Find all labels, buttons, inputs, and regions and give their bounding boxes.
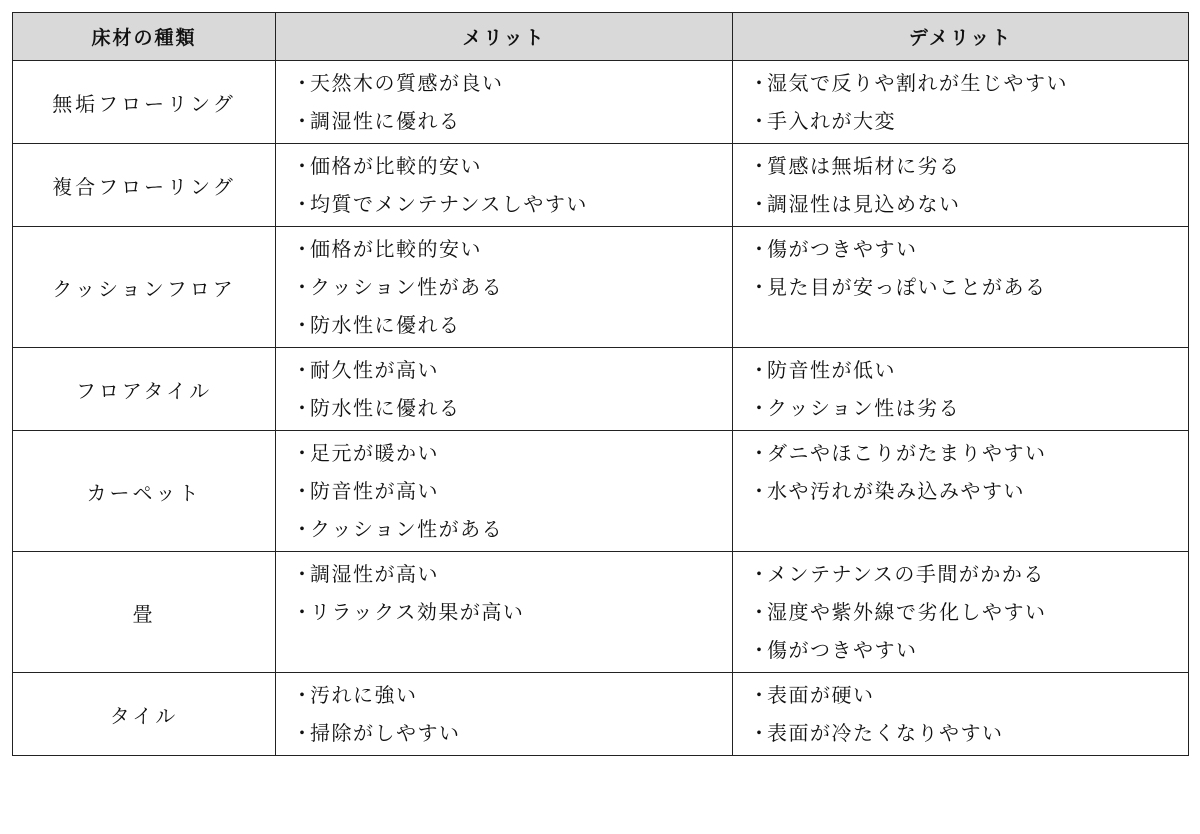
bullet-mark: ・ (749, 721, 771, 745)
flooring-comparison-table-wrapper (12, 12, 1188, 756)
merit-text: 掃除がしやすい (310, 721, 461, 745)
merit-cell (276, 144, 733, 227)
table-row (13, 431, 1189, 552)
header-demerit: デメリット (733, 13, 1189, 61)
floor-type-cell: カーペット (13, 431, 276, 552)
bullet-mark: ・ (749, 600, 771, 624)
merit-text: 均質でメンテナンスしやすい (310, 192, 588, 216)
merit-text: 天然木の質感が良い (310, 71, 504, 95)
merit-text: 価格が比較的安い (310, 154, 482, 178)
merit-text: 耐久性が高い (310, 358, 439, 382)
demerit-text: クッション性は劣る (767, 396, 961, 420)
merit-cell (276, 61, 733, 144)
merit-text: 防水性に優れる (310, 313, 461, 337)
merit-text: 防音性が高い (310, 479, 439, 503)
bullet-mark: ・ (292, 192, 314, 216)
demerit-list-item (749, 390, 1188, 428)
demerit-text: 傷がつきやすい (767, 237, 918, 261)
demerit-list-item (749, 594, 1188, 632)
bullet-mark: ・ (292, 396, 314, 420)
merit-list-item (292, 186, 732, 224)
merit-text: 汚れに強い (310, 683, 418, 707)
demerit-text: ダニやほこりがたまりやすい (767, 441, 1047, 465)
demerit-text: 手入れが大変 (767, 109, 896, 133)
bullet-mark: ・ (292, 721, 314, 745)
bullet-mark: ・ (292, 441, 314, 465)
table-row (13, 227, 1189, 348)
floor-type-cell: 無垢フローリング (13, 61, 276, 144)
demerit-text: 表面が硬い (767, 683, 875, 707)
merit-list-item (292, 352, 732, 390)
bullet-mark: ・ (292, 358, 314, 382)
demerit-cell (733, 552, 1189, 673)
bullet-mark: ・ (749, 71, 771, 95)
merit-text: 調湿性が高い (310, 562, 439, 586)
merit-list-item (292, 473, 732, 511)
demerit-text: 調湿性は見込めない (767, 192, 961, 216)
floor-type-cell: 畳 (13, 552, 276, 673)
table-row (13, 552, 1189, 673)
table-row (13, 61, 1189, 144)
demerit-text: 質感は無垢材に劣る (767, 154, 961, 178)
header-row (13, 13, 1189, 61)
merit-list-item (292, 390, 732, 428)
demerit-list-item (749, 186, 1188, 224)
demerit-list-item (749, 352, 1188, 390)
merit-text: 防水性に優れる (310, 396, 461, 420)
merit-list-item (292, 511, 732, 549)
header-floor-type: 床材の種類 (13, 13, 276, 61)
floor-type-cell: クッションフロア (13, 227, 276, 348)
bullet-mark: ・ (292, 313, 314, 337)
bullet-mark: ・ (749, 109, 771, 133)
bullet-mark: ・ (292, 109, 314, 133)
merit-cell (276, 552, 733, 673)
table-body (13, 61, 1189, 756)
bullet-mark: ・ (749, 237, 771, 261)
bullet-mark: ・ (292, 154, 314, 178)
demerit-cell (733, 61, 1189, 144)
demerit-list-item (749, 677, 1188, 715)
bullet-mark: ・ (749, 683, 771, 707)
bullet-mark: ・ (749, 154, 771, 178)
bullet-mark: ・ (292, 562, 314, 586)
demerit-list-item (749, 65, 1188, 103)
merit-text: クッション性がある (310, 517, 504, 541)
bullet-mark: ・ (292, 479, 314, 503)
flooring-comparison-table (12, 12, 1189, 756)
merit-cell (276, 348, 733, 431)
merit-list-item (292, 65, 732, 103)
merit-list-item (292, 715, 732, 753)
bullet-mark: ・ (749, 638, 771, 662)
bullet-mark: ・ (749, 562, 771, 586)
bullet-mark: ・ (292, 71, 314, 95)
demerit-text: 表面が冷たくなりやすい (767, 721, 1004, 745)
floor-type-cell: フロアタイル (13, 348, 276, 431)
demerit-text: 傷がつきやすい (767, 638, 918, 662)
bullet-mark: ・ (749, 358, 771, 382)
merit-list-item (292, 269, 732, 307)
bullet-mark: ・ (292, 275, 314, 299)
demerit-text: 湿気で反りや割れが生じやすい (767, 71, 1068, 95)
merit-text: クッション性がある (310, 275, 504, 299)
merit-list-item (292, 594, 732, 632)
demerit-text: 水や汚れが染み込みやすい (767, 479, 1025, 503)
merit-cell (276, 431, 733, 552)
demerit-cell (733, 348, 1189, 431)
demerit-list-item (749, 632, 1188, 670)
table-row (13, 348, 1189, 431)
floor-type-cell: 複合フローリング (13, 144, 276, 227)
bullet-mark: ・ (749, 441, 771, 465)
merit-text: 価格が比較的安い (310, 237, 482, 261)
merit-cell (276, 673, 733, 756)
merit-list-item (292, 148, 732, 186)
demerit-text: メンテナンスの手間がかかる (767, 562, 1045, 586)
bullet-mark: ・ (292, 683, 314, 707)
merit-list-item (292, 103, 732, 141)
demerit-list-item (749, 473, 1188, 511)
bullet-mark: ・ (749, 479, 771, 503)
demerit-list-item (749, 231, 1188, 269)
demerit-list-item (749, 556, 1188, 594)
demerit-list-item (749, 148, 1188, 186)
merit-cell (276, 227, 733, 348)
demerit-text: 湿度や紫外線で劣化しやすい (767, 600, 1047, 624)
header-merit: メリット (276, 13, 733, 61)
merit-text: リラックス効果が高い (310, 600, 525, 624)
bullet-mark: ・ (749, 275, 771, 299)
demerit-text: 見た目が安っぽいことがある (767, 275, 1047, 299)
merit-list-item (292, 231, 732, 269)
bullet-mark: ・ (749, 396, 771, 420)
table-row (13, 144, 1189, 227)
table-row (13, 673, 1189, 756)
merit-list-item (292, 556, 732, 594)
demerit-cell (733, 144, 1189, 227)
merit-list-item (292, 435, 732, 473)
merit-list-item (292, 307, 732, 345)
demerit-list-item (749, 715, 1188, 753)
demerit-list-item (749, 269, 1188, 307)
floor-type-cell: タイル (13, 673, 276, 756)
merit-list-item (292, 677, 732, 715)
demerit-text: 防音性が低い (767, 358, 896, 382)
demerit-cell (733, 431, 1189, 552)
bullet-mark: ・ (292, 517, 314, 541)
merit-text: 足元が暖かい (310, 441, 439, 465)
demerit-cell (733, 227, 1189, 348)
bullet-mark: ・ (749, 192, 771, 216)
merit-text: 調湿性に優れる (310, 109, 461, 133)
demerit-cell (733, 673, 1189, 756)
demerit-list-item (749, 103, 1188, 141)
bullet-mark: ・ (292, 600, 314, 624)
bullet-mark: ・ (292, 237, 314, 261)
demerit-list-item (749, 435, 1188, 473)
